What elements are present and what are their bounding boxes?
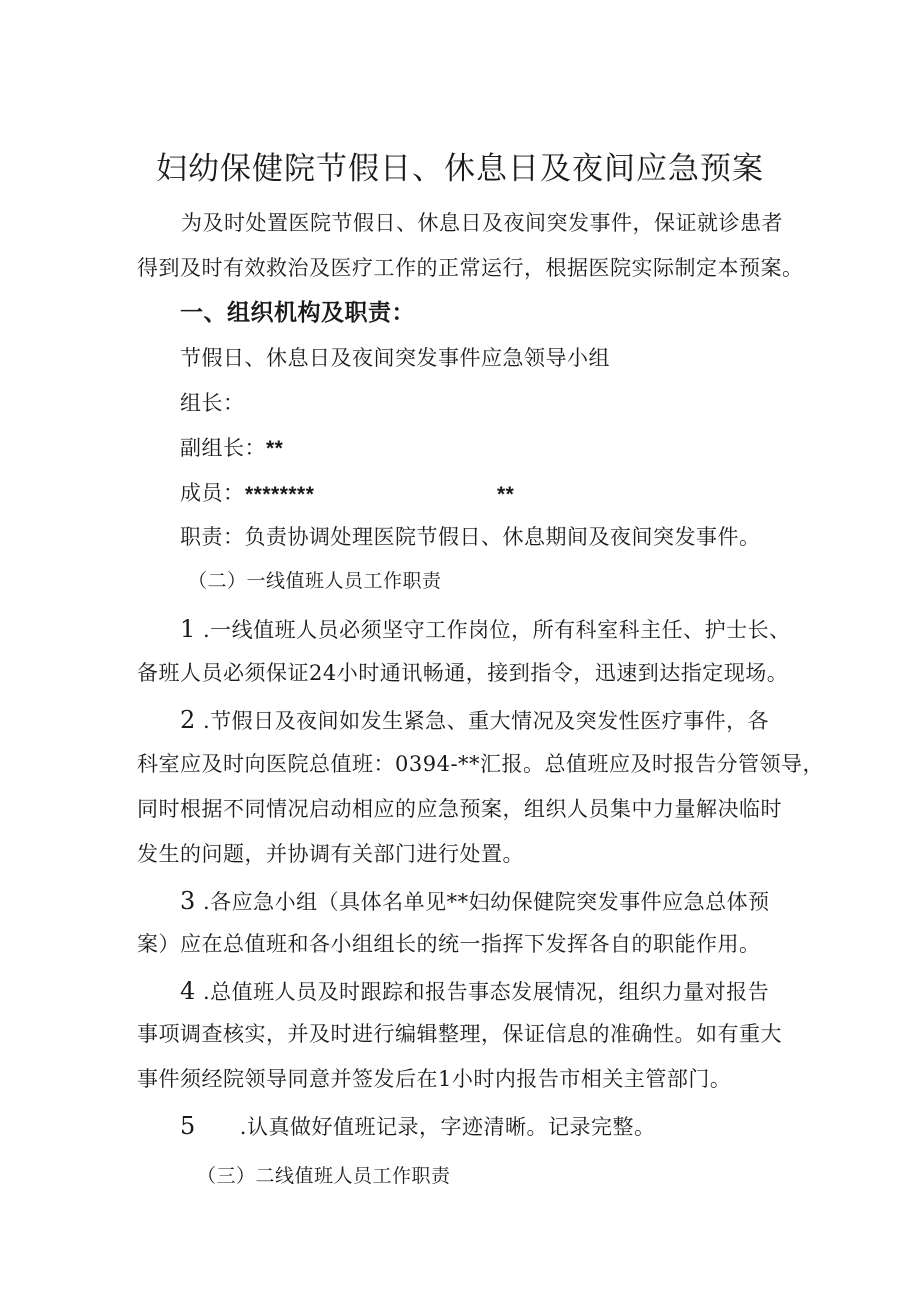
- item-5-line-1: 5 .认真做好值班记录，字迹清晰。记录完整。: [180, 1112, 656, 1140]
- item-1-line-2: 备班人员必须保证24小时通讯畅通，接到指令，迅速到达指定现场。: [137, 661, 789, 685]
- item-3-line-2: 案）应在总值班和各小组组长的统一指挥下发挥各自的职能作用。: [137, 932, 761, 956]
- members-value-1: ********: [245, 483, 315, 506]
- duty-text: 职责：负责协调处理医院节假日、休息期间及夜间突发事件。: [180, 525, 761, 549]
- section-1-heading: 一、组织机构及职责：: [180, 300, 415, 326]
- deputy-row: [180, 438, 283, 459]
- item-3-number: 3: [180, 887, 196, 915]
- deputy-label: 副组长：: [180, 436, 266, 460]
- deputy-value: **: [266, 437, 284, 460]
- item-2-line-1: 2 .节假日及夜间如发生紧急、重大情况及突发性医疗事件，各: [180, 706, 770, 734]
- item-4-line-3: 事件须经院领导同意并签发后在1小时内报告市相关主管部门。: [137, 1067, 732, 1091]
- item-1-number: 1: [180, 615, 196, 643]
- members-value-2: **: [497, 483, 515, 506]
- item-4-line-1: 4 .总值班人员及时跟踪和报告事态发展情况，组织力量对报告: [180, 977, 770, 1005]
- item-2-number: 2: [180, 706, 196, 734]
- group-name: 节假日、休息日及夜间突发事件应急领导小组: [180, 346, 610, 370]
- item-2-line-2: 科室应及时向医院总值班：0394-**汇报。总值班应及时报告分管领导，: [137, 752, 825, 776]
- leader-label: 组长：: [180, 391, 245, 415]
- section-3-heading: （三）二线值班人员工作职责: [197, 1165, 451, 1187]
- item-4-number: 4: [180, 977, 196, 1005]
- section-2-heading: （二）一线值班人员工作职责: [188, 570, 442, 592]
- intro-line-1: 为及时处置医院节假日、休息日及夜间突发事件，保证就诊患者: [181, 211, 783, 235]
- item-1-line-1: 1 .一线值班人员必须坚守工作岗位，所有科室科主任、护士长、: [180, 615, 791, 643]
- document-title: 妇幼保健院节假日、休息日及夜间应急预案: [156, 151, 764, 187]
- item-2-line-4: 发生的问题，并协调有关部门进行处置。: [137, 842, 524, 866]
- item-3-line-1: 3 .各应急小组（具体名单见**妇幼保健院突发事件应急总体预: [180, 887, 770, 915]
- item-2-line-3: 同时根据不同情况启动相应的应急预案，组织人员集中力量解决临时: [137, 797, 782, 821]
- members-label: 成员：: [180, 481, 245, 505]
- item-5-number: 5: [180, 1112, 196, 1140]
- item-4-line-2: 事项调查核实，并及时进行编辑整理，保证信息的准确性。如有重大: [137, 1022, 782, 1046]
- intro-line-2: 得到及时有效救治及医疗工作的正常运行，根据医院实际制定本预案。: [137, 256, 804, 280]
